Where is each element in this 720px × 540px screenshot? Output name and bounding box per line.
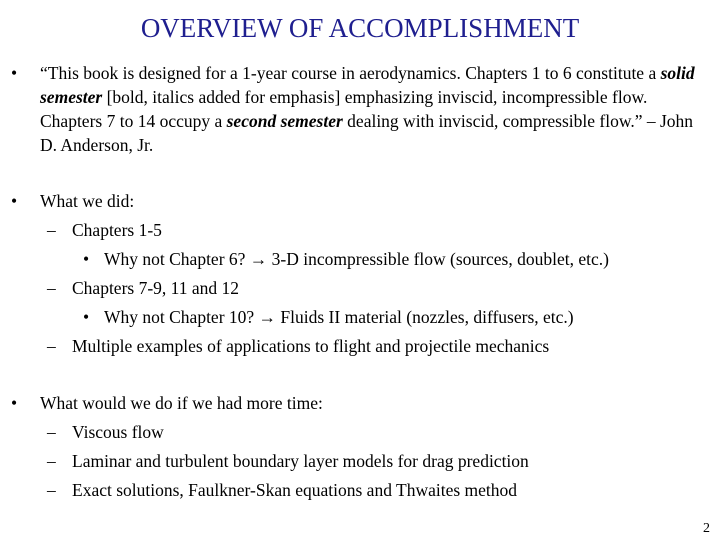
emphasis-second-semester: second semester [226, 111, 343, 131]
dash-glyph: – [47, 451, 56, 471]
did-item-3: Multiple examples of applications to flight and projectile mechanics [72, 336, 550, 356]
quote-text-1: “This book is designed for a 1-year course in aerodynamics. Chapters 1 to 6 constitute a [40, 63, 661, 83]
bullet-glyph: • [11, 63, 18, 83]
more-time-item-2: Laminar and turbulent boundary layer models for drag prediction [72, 451, 529, 471]
dash-glyph: – [47, 480, 56, 500]
did-item-1: Chapters 1-5 [72, 220, 162, 240]
emphasis-solid-semester: solid semester [40, 63, 695, 107]
did-item-2: Chapters 7-9, 11 and 12 [72, 278, 240, 298]
more-time-heading: What would we do if we had more time: [40, 393, 323, 413]
more-time-item-3: Exact solutions, Faulkner-Skan equations and Thwaites method [72, 480, 518, 500]
slide-title: OVERVIEW OF ACCOMPLISHMENT [140, 13, 580, 43]
did-item-2-sub: Why not Chapter 10? → Fluids II material (nozzles, diffusers, etc.) [104, 307, 574, 327]
dash-glyph: – [47, 220, 56, 240]
dash-glyph: – [47, 422, 56, 442]
page-number: 2 [703, 521, 710, 536]
sub-bullet-glyph: • [83, 249, 90, 269]
quote-text-3: dealing with inviscid, compressible flow.” – John D. Anderson, Jr. [40, 111, 694, 155]
quote-text-2: [bold, italics added for emphasis] emphasizing inviscid, incompressible flow. Chapters 7 to 14 occupy a [40, 87, 648, 131]
sub-bullet-glyph: • [83, 307, 90, 327]
what-we-did-heading: What we did: [40, 191, 135, 211]
bullet-glyph: • [11, 191, 18, 211]
quote-paragraph [40, 61, 712, 157]
dash-glyph: – [47, 278, 56, 298]
dash-glyph: – [47, 336, 56, 356]
did-item-1-sub: Why not Chapter 6? → 3-D incompressible flow (sources, doublet, etc.) [104, 249, 609, 269]
bullet-glyph: • [11, 393, 18, 413]
more-time-item-1: Viscous flow [72, 422, 164, 442]
